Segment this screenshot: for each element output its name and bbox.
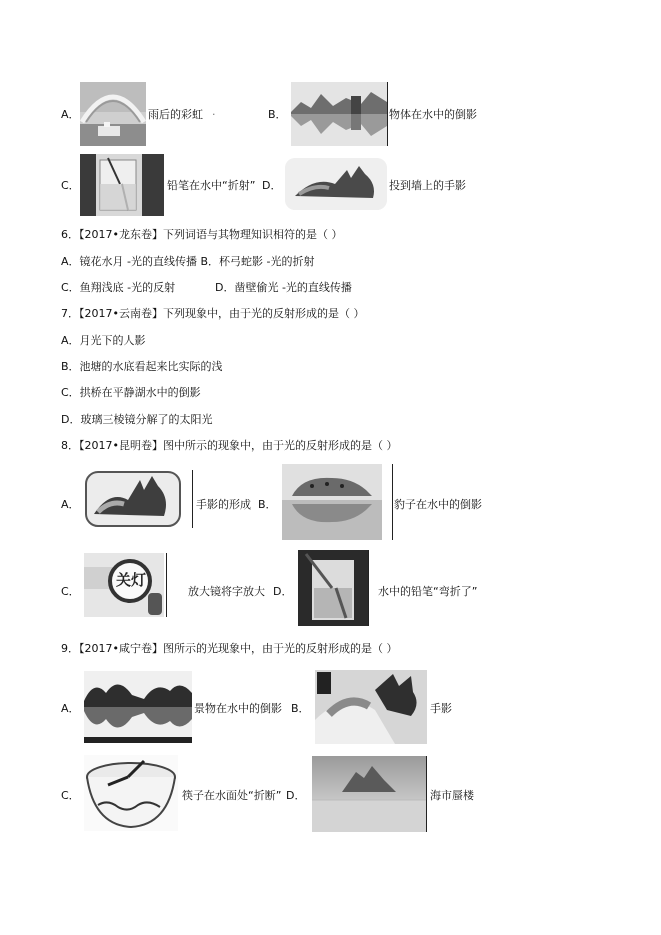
q5-option-c-letter: C． <box>61 179 80 192</box>
q7-option-a: A．月光下的人影 <box>61 334 146 347</box>
hand-shadow-image <box>315 670 427 744</box>
q5-option-a-letter: A． <box>61 108 80 121</box>
q5-option-a-text: 雨后的彩虹 <box>148 108 203 121</box>
q5-divider <box>387 82 388 146</box>
q6-option-d: D．凿壁偷光 -光的直线传播 <box>215 281 352 294</box>
q9-option-a-text: 景物在水中的倒影 <box>194 702 282 715</box>
q5-option-b-text: 物体在水中的倒影 <box>389 108 477 121</box>
q9-divider <box>426 756 427 832</box>
hand-shadow-image <box>84 470 182 528</box>
q5-option-b-letter: B． <box>268 108 287 121</box>
q7-option-d: D．玻璃三棱镜分解了的太阳光 <box>61 413 213 426</box>
q8-divider-a <box>192 470 193 528</box>
q8-option-d-text: 水中的铅笔“弯折了” <box>378 585 478 598</box>
q6-stem: 6．【2017•龙东卷】下列词语与其物理知识相符的是（ ） <box>61 228 343 241</box>
pencil-in-water-image <box>80 154 164 216</box>
q6-options-row1: A．镜花水月 -光的直线传播 B．杯弓蛇影 -光的折射 <box>61 255 315 268</box>
reflection-image <box>291 82 387 146</box>
q8-option-a-letter: A． <box>61 498 80 511</box>
rainbow-image <box>80 82 146 146</box>
hand-shadow-image <box>285 158 387 210</box>
q9-option-c-text: 筷子在水面处“折断” <box>182 789 282 802</box>
q9-option-b-letter: B． <box>291 702 310 715</box>
q9-option-d-text: 海市蜃楼 <box>430 789 474 802</box>
q9-option-d-letter: D． <box>286 789 306 802</box>
mirage-image <box>312 756 426 832</box>
magnifier-image <box>84 553 164 617</box>
q8-option-b-text: 豹子在水中的倒影 <box>394 498 482 511</box>
q8-divider-d <box>368 550 369 626</box>
chopsticks-bowl-image <box>84 755 178 831</box>
q5-option-d-text: 投到墙上的手影 <box>389 179 466 192</box>
scenery-reflection-image <box>84 671 192 743</box>
q8-option-d-letter: D． <box>273 585 293 598</box>
q9-option-b-text: 手影 <box>430 702 452 715</box>
leopard-reflection-image <box>282 464 382 540</box>
q9-option-c-letter: C． <box>61 789 80 802</box>
q9-stem: 9．【2017•咸宁卷】图所示的光现象中，由于光的反射形成的是（ ） <box>61 642 398 655</box>
q7-option-c: C．拱桥在平静湖水中的倒影 <box>61 386 201 399</box>
q5-option-a-marker: · <box>212 108 216 121</box>
q8-stem: 8．【2017•昆明卷】图中所示的现象中，由于光的反射形成的是（ ） <box>61 439 398 452</box>
bent-pencil-image <box>298 550 368 626</box>
q8-divider-b <box>392 464 393 540</box>
q8-option-b-letter: B． <box>258 498 277 511</box>
q7-option-b: B．池塘的水底看起来比实际的浅 <box>61 360 223 373</box>
q5-option-c-text: 铅笔在水中“折射” <box>167 179 256 192</box>
q8-divider-c <box>166 553 167 617</box>
magnifier-sign-text: 关灯 <box>116 571 147 589</box>
q5-option-d-letter: D． <box>262 179 282 192</box>
q9-option-a-letter: A． <box>61 702 80 715</box>
q6-option-c: C．鱼翔浅底 -光的反射 <box>61 281 176 294</box>
q8-option-a-text: 手影的形成 <box>196 498 251 511</box>
q8-option-c-letter: C． <box>61 585 80 598</box>
q8-option-c-text: 放大镜将字放大 <box>188 585 265 598</box>
q7-stem: 7．【2017•云南卷】下列现象中，由于光的反射形成的是（ ） <box>61 307 365 320</box>
